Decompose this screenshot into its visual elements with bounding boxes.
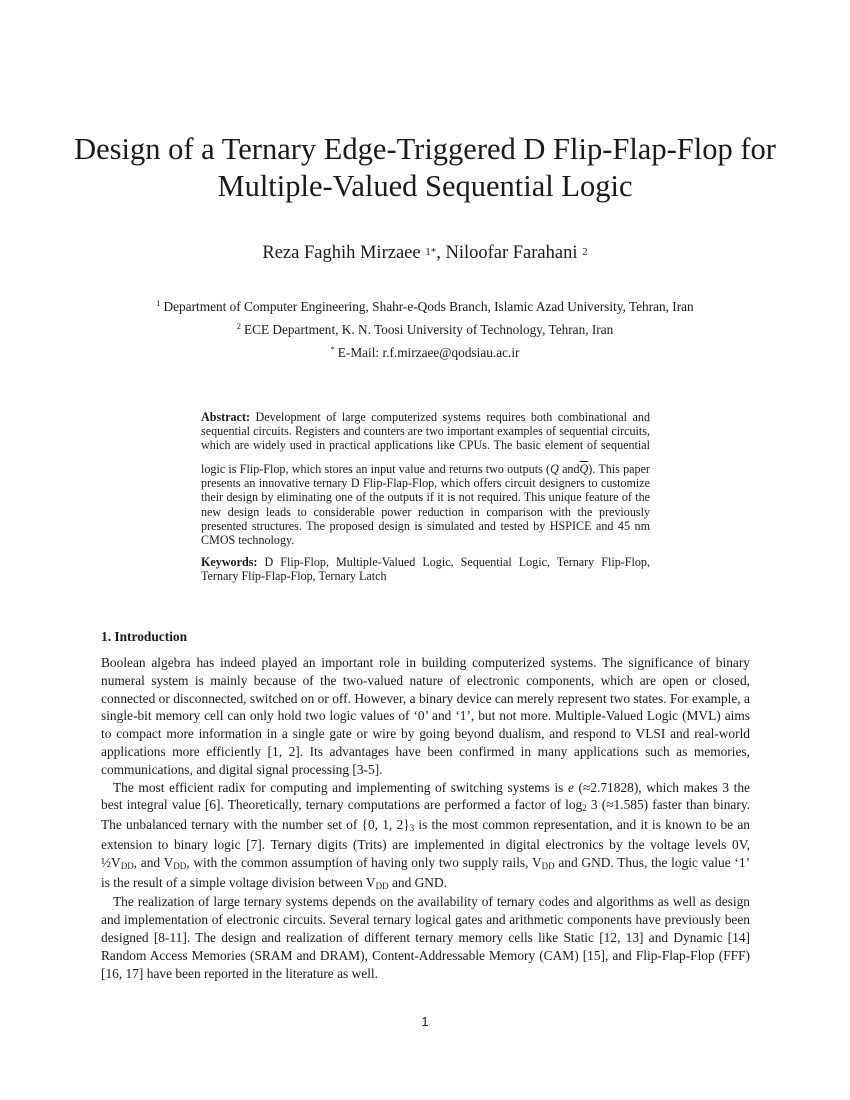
- p2-text-b: (≈2.71828), which makes 3 the best integral value [6]. Theoretically, ternary computations are performed a factor of log: [101, 779, 750, 813]
- keywords-paragraph: [201, 555, 650, 583]
- p2-text-a: The most efficient radix for computing and implementing of switching systems is: [113, 779, 568, 795]
- section-heading: 1. Introduction: [101, 629, 188, 644]
- abstract-text-1: Development of large computerized systems requires both combinational and sequential circuits. Registers and counters are two important examples of sequential circuits, which are widely used in practical applications like CPUs. The basic element of sequential logic is Flip-Flop, which stores an input value and returns two outputs (: [201, 410, 650, 477]
- p2-sub-set: 3: [409, 823, 415, 834]
- keywords-label: Keywords:: [201, 554, 258, 569]
- affiliation-email-text: E-Mail: r.f.mirzaee@qodsiau.ac.ir: [337, 345, 520, 360]
- author-1: Reza Faghih Mirzaee: [262, 243, 426, 263]
- author-1-sup: 1*: [425, 246, 437, 258]
- affiliation-1-text: Department of Computer Engineering, Shahr-e-Qods Branch, Islamic Azad University, Tehran, Iran: [163, 299, 694, 314]
- affiliation-1-sup: 1: [156, 298, 161, 308]
- affiliation-email-sup: *: [330, 344, 335, 354]
- affiliation-email: [0, 345, 850, 361]
- p2-text-e: , and V: [133, 854, 174, 870]
- p2-sub-vdd-2: DD: [173, 860, 187, 871]
- p2-sub-vdd-4: DD: [375, 880, 389, 891]
- author-separator: ,: [436, 243, 446, 263]
- abstract-paragraph: [201, 410, 650, 547]
- p2-text-c: 3 (≈1.585) faster than binary. The unbalanced ternary with the number set of {0, 1, 2}: [101, 797, 751, 833]
- author-list: [0, 243, 850, 264]
- body-paragraph-3: The realization of large ternary systems depends on the availability of ternary codes and algorithms as well as design and implementation of electronic circuits. Several ternary logical gates and arithmetic components have previously been designed [8-11]. The design and realization of different ternary memory cells like Static [12, 13] and Dynamic [14] Random Access Memories (SRAM and DRAM), Content-Addressable Memory (CAM) [15], and Flip-Flap-Flop (FFF) [16, 17] have been reported in the literature as well.: [101, 894, 750, 981]
- body-paragraph-2: [101, 779, 750, 894]
- author-2-sup: 2: [582, 246, 588, 258]
- paper-title: [60, 131, 790, 205]
- p2-text-h: and GND.: [388, 874, 447, 890]
- abstract-block: [201, 410, 650, 583]
- body-text: [101, 654, 750, 982]
- title-line-2: Multiple-Valued Sequential Logic: [217, 169, 633, 203]
- affiliation-2-text: ECE Department, K. N. Toosi University of Technology, Tehran, Iran: [243, 322, 614, 337]
- p2-text-d: is the most common representation, and it is known to be an extension to binary logic [7]. Ternary digits (Trits) are implemented in digital electronics by the voltage levels 0V, ½V: [101, 817, 750, 870]
- title-line-1: Design of a Ternary Edge-Triggered D Flip-Flap-Flop for: [74, 132, 776, 166]
- abstract-and: and: [558, 462, 580, 477]
- body-paragraph-1: Boolean algebra has indeed played an important role in building computerized systems. The significance of binary numeral system is mainly because of the two-valued nature of electronic components, which are open or closed, connected or disconnected, switched on or off. However, a binary device can merely represent two states. For example, a single-bit memory cell can only hold two logic values of ‘0’ and ‘1’, but not more. Multiple-Valued Logic (MVL) aims to compact more information in a single gate or wire by going beyond dualism, and respond to VLSI and real-world applications more efficiently [1, 2]. Its advantages have been confirmed in many applications such as memories, communications, and digital signal processing [3-5].: [101, 655, 750, 777]
- abstract-label: Abstract:: [201, 410, 251, 424]
- affiliation-1: [0, 299, 850, 315]
- affiliation-2-sup: 2: [236, 321, 241, 331]
- abstract-q-bar: $\overline{Q}$: [579, 462, 589, 477]
- page-number: 1: [421, 1014, 429, 1029]
- p2-text-g: and GND. Thus, the logic value ‘1’ is the result of a simple voltage division between V: [101, 854, 750, 890]
- abstract-q: Q: [550, 462, 559, 477]
- abstract-text-2: ). This paper presents an innovative ternary D Flip-Flap-Flop, which offers circuit designers to customize their design by eliminating one of the outputs if it is not required. This unique feature of the new design leads to considerable power reduction in comparison with the previously presented structures. The proposed design is simulated and tested by HSPICE and 45 nm CMOS technology.: [201, 462, 650, 547]
- author-2: Niloofar Farahani: [445, 243, 583, 263]
- p2-text-f: , with the common assumption of having only two supply rails, V: [186, 854, 542, 870]
- p2-sub-vdd-1: DD: [120, 860, 134, 871]
- keywords-text: D Flip-Flop, Multiple-Valued Logic, Sequential Logic, Ternary Flip-Flop, Ternary Flip-Flap-Flop, Ternary Latch: [201, 554, 650, 583]
- p2-sub-vdd-3: DD: [541, 860, 555, 871]
- p2-e-symbol: e: [567, 779, 574, 795]
- p2-sub-log: 2: [582, 803, 587, 814]
- affiliation-2: [0, 322, 850, 338]
